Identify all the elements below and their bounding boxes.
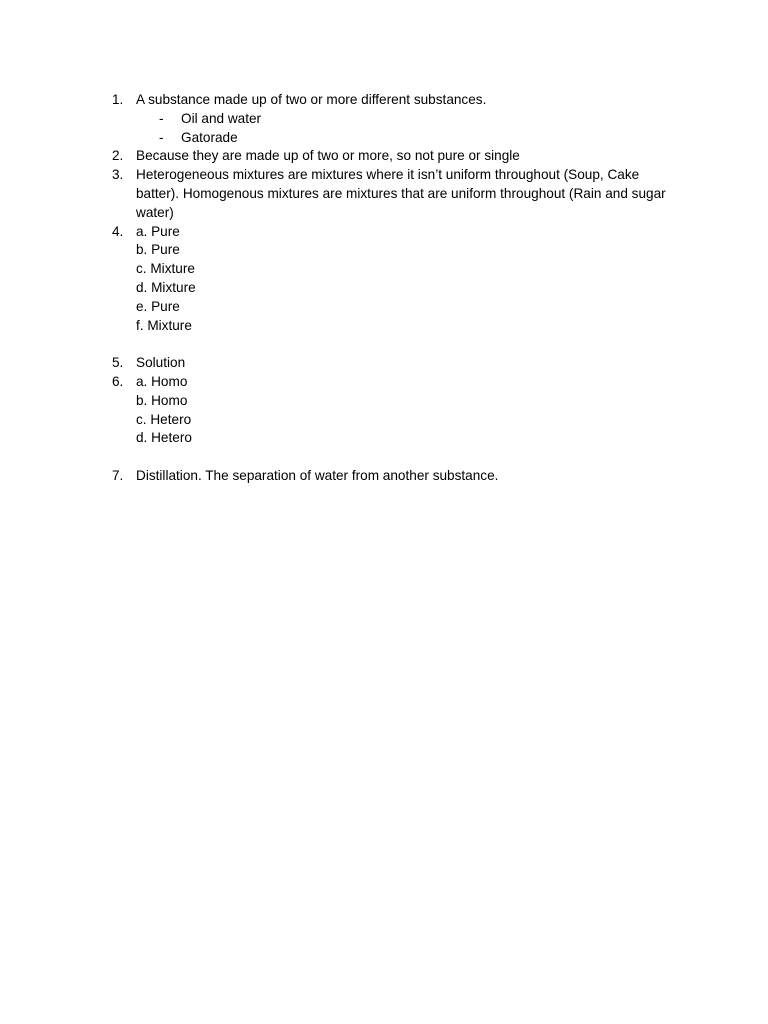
item-text-line: water) (136, 204, 174, 220)
sub-answer: b. Homo (136, 392, 188, 408)
list-item-6 (112, 373, 682, 467)
sub-answer: d. Hetero (136, 430, 192, 446)
list-item-4 (112, 223, 682, 355)
list-item-1 (112, 91, 682, 147)
list-item-7 (112, 467, 682, 486)
list-item-3 (112, 166, 682, 222)
blank-line (136, 448, 682, 467)
item-text-line: Heterogeneous mixtures are mixtures where it isn’t uniform throughout (Soup, Cake (136, 167, 640, 183)
sub-answer: e. Pure (136, 298, 180, 314)
sub-answer: f. Mixture (136, 317, 192, 333)
blank-line (136, 335, 682, 354)
item-text: A substance made up of two or more different substances. (136, 92, 487, 107)
sub-answer: a. Pure (136, 223, 180, 239)
item-number: 1. (112, 92, 124, 107)
item-text: Because they are made up of two or more, so not pure or single (136, 148, 520, 164)
bullet-dash: - (159, 129, 164, 145)
item-number: 7. (112, 467, 124, 483)
item-text: Distillation. The separation of water from another substance. (136, 467, 499, 483)
sub-bullet-list (136, 110, 682, 148)
sub-answer: d. Mixture (136, 279, 196, 295)
item-number: 2. (112, 148, 124, 164)
bullet-text: Gatorade (181, 129, 238, 145)
item-number: 5. (112, 355, 124, 371)
item-number: 6. (112, 373, 124, 389)
item-text-line: batter). Homogenous mixtures are mixtures that are uniform throughout (Rain and sugar (136, 185, 666, 201)
list-item-2 (112, 147, 682, 166)
bullet-text: Oil and water (181, 110, 262, 126)
answer-list (112, 91, 682, 486)
list-item-5 (112, 354, 682, 373)
sub-answer: a. Homo (136, 373, 188, 389)
item-number: 3. (112, 167, 124, 183)
sub-bullet (136, 110, 682, 129)
sub-answer: b. Pure (136, 242, 180, 258)
item-number: 4. (112, 223, 124, 239)
sub-bullet (136, 129, 682, 148)
item-text: Solution (136, 355, 186, 371)
bullet-dash: - (159, 110, 164, 126)
sub-answer: c. Hetero (136, 411, 192, 427)
sub-answer: c. Mixture (136, 261, 195, 277)
